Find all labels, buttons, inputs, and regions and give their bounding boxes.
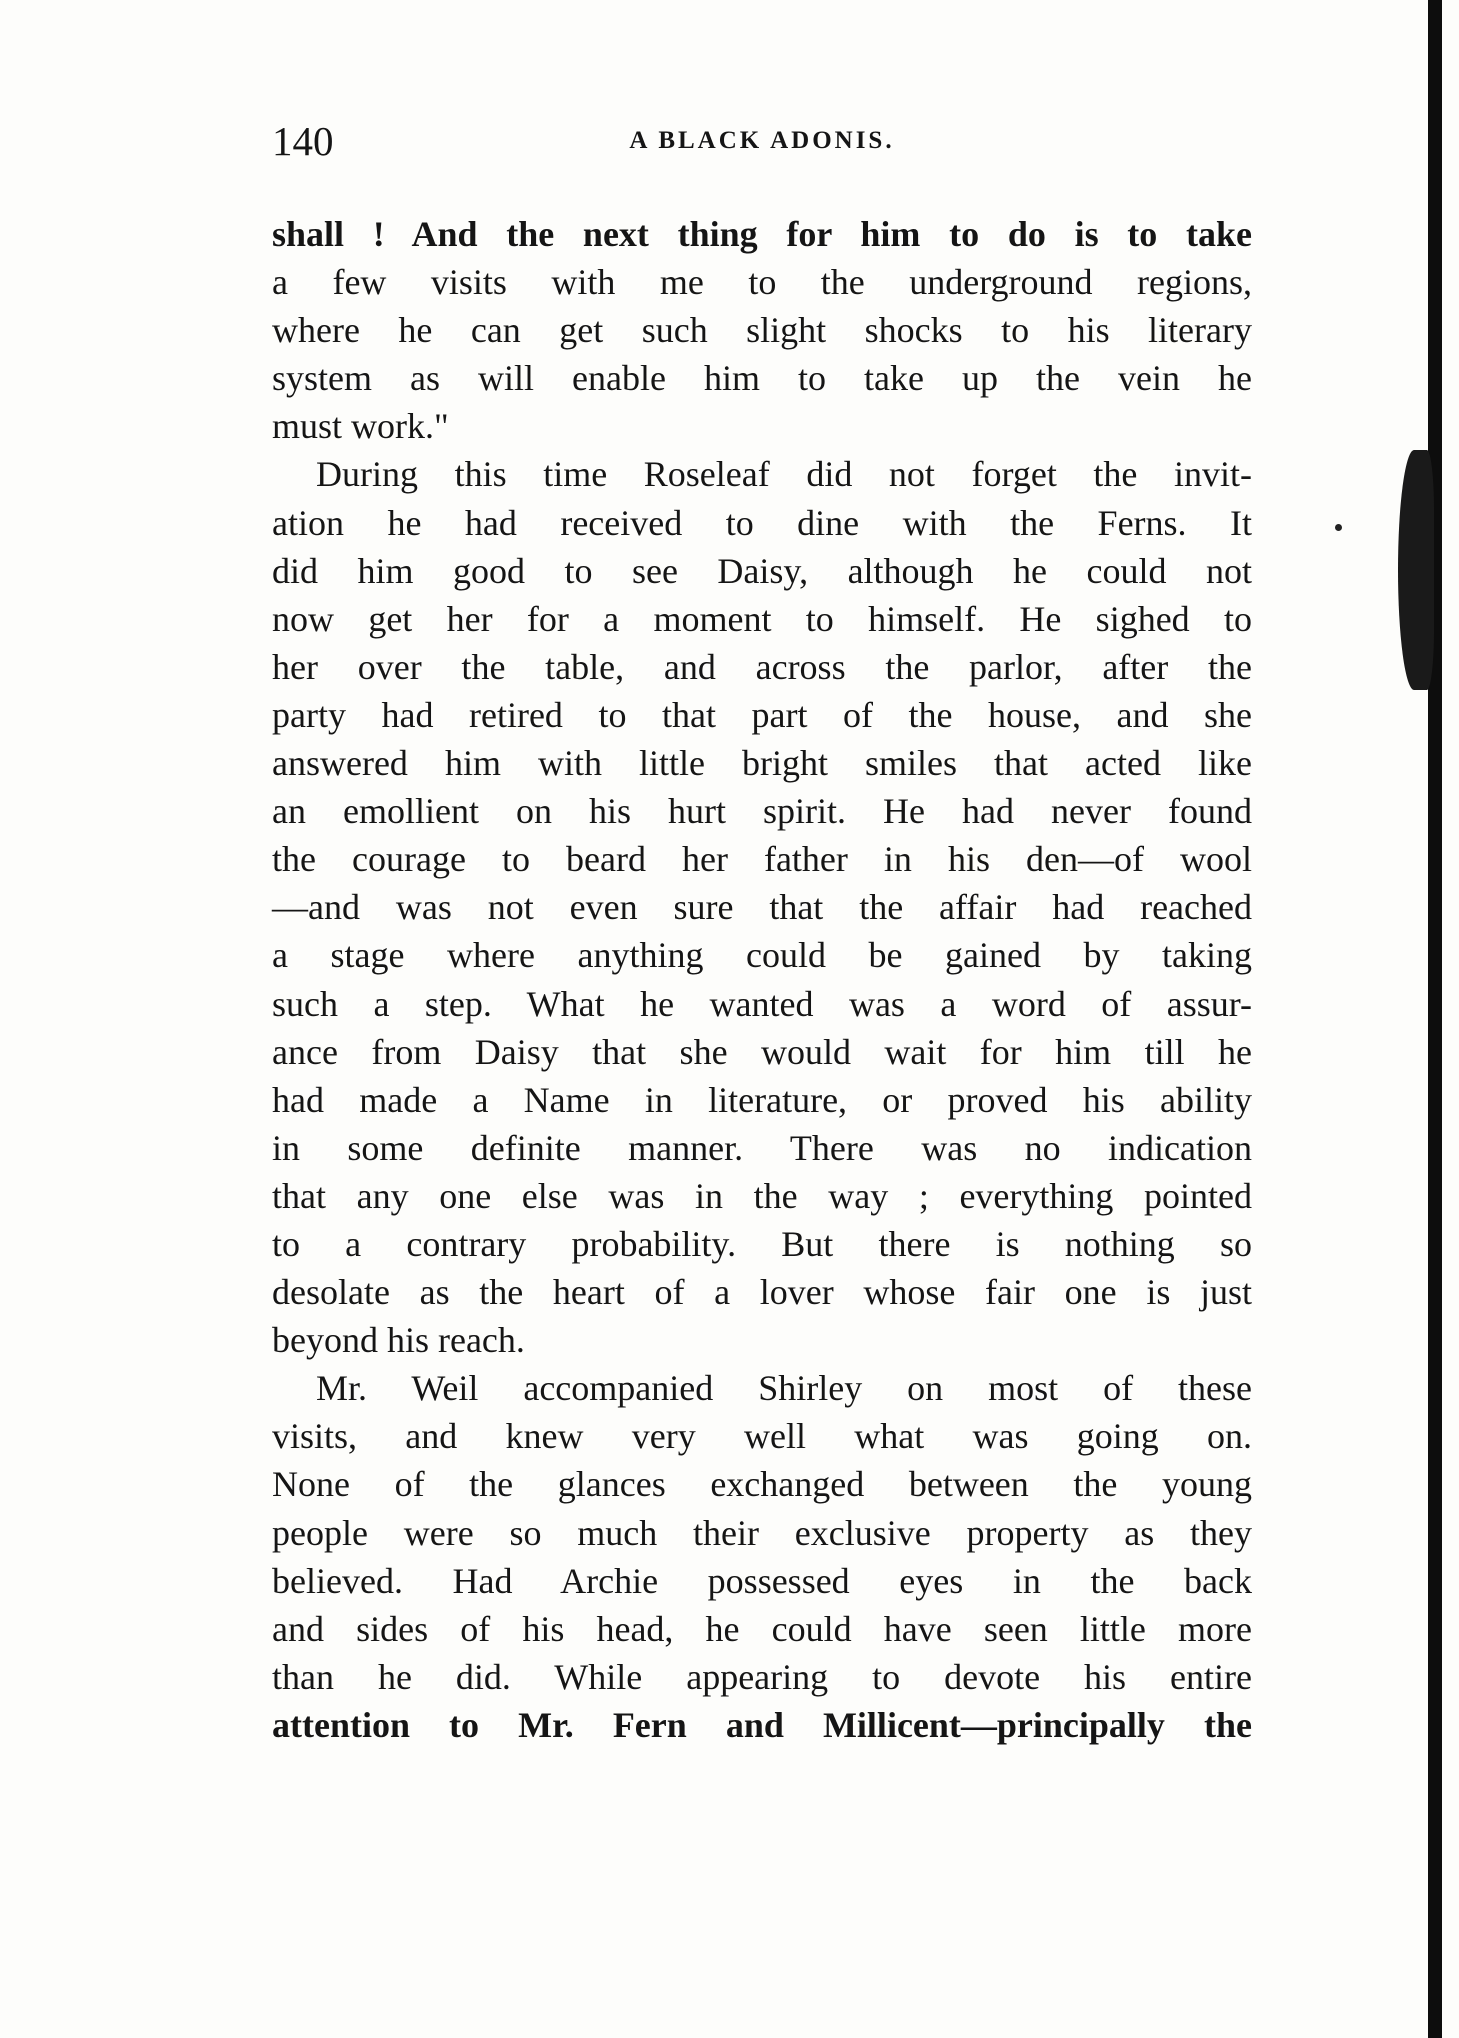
text-line: than he did. While appearing to devote his entire <box>272 1656 1252 1697</box>
text-line: the courage to beard her father in his den—of wool <box>272 839 1252 880</box>
text-line: where he can get such slight shocks to his literary <box>272 310 1252 351</box>
text-line: had made a Name in literature, or proved his ability <box>272 1079 1252 1120</box>
text-line: a few visits with me to the underground regions, <box>272 262 1252 303</box>
text-line: ation he had received to dine with the Ferns. It <box>272 502 1252 543</box>
text-line: shall ! And the next thing for him to do is to take <box>272 214 1252 254</box>
text-line: people were so much their exclusive property as they <box>272 1512 1252 1553</box>
text-line: —and was not even sure that the affair had reached <box>272 887 1252 928</box>
text-line: a stage where anything could be gained by taking <box>272 935 1252 976</box>
text-line: did him good to see Daisy, although he could not <box>272 550 1252 591</box>
text-line: such a step. What he wanted was a word of assur- <box>272 983 1252 1024</box>
text-line: in some definite manner. There was no indication <box>272 1127 1252 1168</box>
body-text <box>272 210 1252 1749</box>
text-line: must work." <box>272 406 449 447</box>
text-line: party had retired to that part of the house, and she <box>272 694 1252 735</box>
text-line: beyond his reach. <box>272 1320 525 1361</box>
binding-ink-blot <box>1398 450 1434 690</box>
text-line: an emollient on his hurt spirit. He had never found <box>272 791 1252 832</box>
binding-gutter-shadow <box>1428 0 1442 2038</box>
text-line: that any one else was in the way ; everything pointed <box>272 1175 1252 1216</box>
margin-speck <box>1335 524 1342 531</box>
page-number: 140 <box>272 118 334 164</box>
text-line: attention to Mr. Fern and Millicent—principally the <box>272 1704 1252 1745</box>
text-line: her over the table, and across the parlor, after the <box>272 646 1252 687</box>
text-line: now get her for a moment to himself. He sighed to <box>272 598 1252 639</box>
running-title: A BLACK ADONIS. <box>629 127 895 154</box>
text-line: visits, and knew very well what was going on. <box>272 1416 1252 1457</box>
text-line: and sides of his head, he could have seen little more <box>272 1608 1252 1649</box>
text-line: ance from Daisy that she would wait for him till he <box>272 1031 1252 1072</box>
text-line: to a contrary probability. But there is nothing so <box>272 1223 1252 1264</box>
text-line: answered him with little bright smiles that acted like <box>272 743 1252 784</box>
text-line: Mr. Weil accompanied Shirley on most of these <box>316 1368 1252 1409</box>
text-line: desolate as the heart of a lover whose fair one is just <box>272 1272 1252 1313</box>
text-line: None of the glances exchanged between the young <box>272 1464 1252 1505</box>
running-header <box>272 116 1252 166</box>
text-line: believed. Had Archie possessed eyes in the back <box>272 1560 1252 1601</box>
text-line: system as will enable him to take up the vein he <box>272 358 1252 399</box>
text-line: During this time Roseleaf did not forget the invit- <box>316 454 1252 495</box>
